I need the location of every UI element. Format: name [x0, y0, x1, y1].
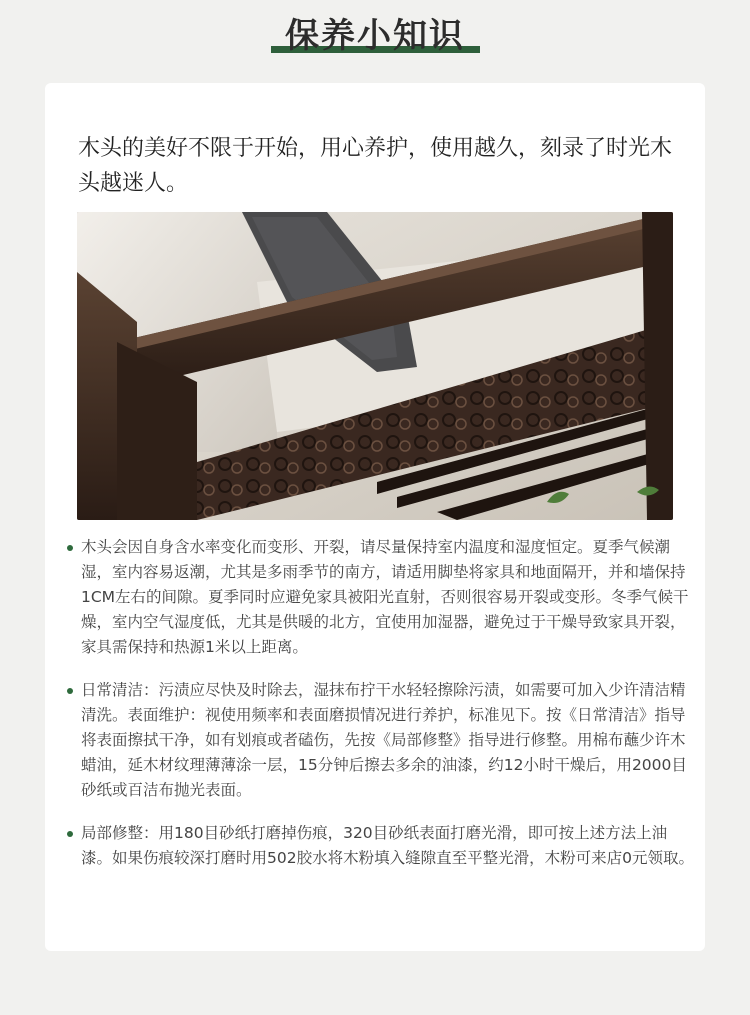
- page-title: 保养小知识: [285, 16, 465, 56]
- tip-moisture-text: 木头会因自身含水率变化而变形、开裂，请尽量保持室内温度和湿度恒定。夏季气候潮湿，室内容易返潮，尤其是多雨季节的南方，请适用脚垫将家具和地面隔开，并和墙保持1CM左右的间隙。夏季同时应避免家具被阳光直射，否则很容易开裂或变形。冬季气候干燥，室内空气湿度低，尤其是供暖的北方，宜使用加湿器，避免过于干燥导致家具开裂，家具需保持和热源1米以上距离。: [81, 538, 689, 656]
- list-item: [67, 821, 697, 871]
- bullet-icon: [67, 545, 73, 551]
- tip-repair-text: 局部修整：用180目砂纸打磨掉伤痕，320目砂纸表面打磨光滑，即可按上述方法上油漆。如果伤痕较深打磨时用502胶水将木粉填入缝隙直至平整光滑，木粉可来店0元领取。: [81, 824, 694, 867]
- list-item: [67, 535, 697, 660]
- sofa-armrest-photo: [77, 212, 673, 520]
- care-tips-list: [67, 535, 697, 889]
- care-tips-card: [45, 83, 705, 951]
- header: [0, 0, 750, 60]
- bullet-icon: [67, 688, 73, 694]
- intro-text: 木头的美好不限于开始，用心养护，使用越久，刻录了时光木头越迷人。: [78, 136, 673, 196]
- list-item: [67, 678, 697, 803]
- bullet-icon: [67, 831, 73, 837]
- sofa-illustration: [77, 212, 673, 520]
- tip-cleaning-text: 日常清洁：污渍应尽快及时除去，湿抹布拧干水轻轻擦除污渍，如需要可加入少许清洁精清洗。表面维护：视使用频率和表面磨损情况进行养护，标准见下。按《日常清洁》指导将表面擦拭干净，如有划痕或者磕伤，先按《局部修整》指导进行修整。用棉布蘸少许木蜡油，延木材纹理薄薄涂一层，15分钟后擦去多余的油漆，约12小时干燥后，用2000目砂纸或百洁布抛光表面。: [81, 681, 687, 799]
